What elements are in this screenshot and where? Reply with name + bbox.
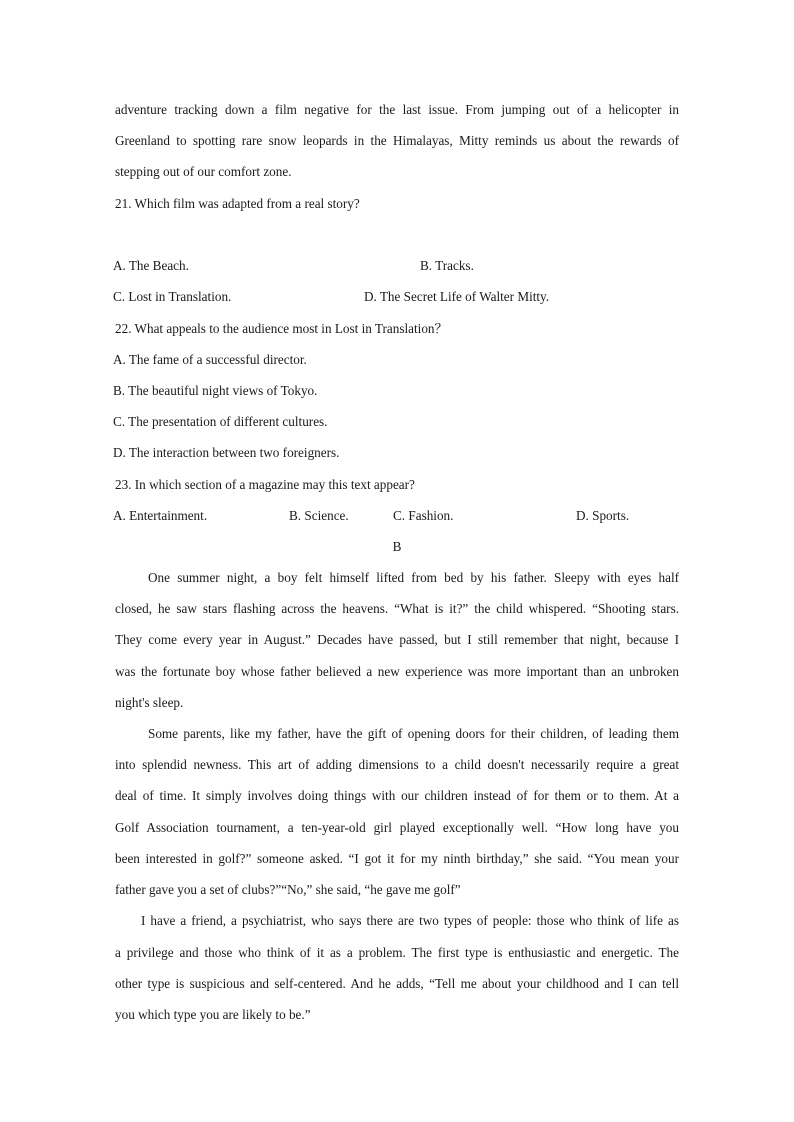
- passage-b-p2-line: into splendid newness. This art of adding dimensions to a child doesn't necessarily require a great: [115, 757, 679, 772]
- passage-b-p2-line: Some parents, like my father, have the gift of opening doors for their children, of leading them: [148, 726, 679, 741]
- passage-b-p2-line: Golf Association tournament, a ten-year-old girl played exceptionally well. “How long have you: [115, 820, 679, 835]
- passage-b-p1-line: closed, he saw stars flashing across the heavens. “What is it?” the child whispered. “Shooting stars.: [115, 601, 679, 616]
- option-21-a[interactable]: A. The Beach.: [113, 258, 189, 273]
- passage-a-line: Greenland to spotting rare snow leopards in the Himalayas, Mitty reminds us about the rewards of: [115, 133, 679, 148]
- option-22-c[interactable]: C. The presentation of different cultures.: [113, 414, 328, 429]
- option-23-b[interactable]: B. Science.: [289, 508, 349, 523]
- option-23-c[interactable]: C. Fashion.: [393, 508, 454, 523]
- passage-b-p3-line: a privilege and those who think of it as a problem. The first type is enthusiastic and energetic. The: [115, 945, 679, 960]
- passage-a-line: adventure tracking down a film negative for the last issue. From jumping out of a helicopter in: [115, 102, 679, 117]
- passage-b-p1-line: night's sleep.: [115, 695, 184, 710]
- passage-a-line: stepping out of our comfort zone.: [115, 164, 292, 179]
- passage-b-p3-line: other type is suspicious and self-centered. And he adds, “Tell me about your childhood and I can tell: [115, 976, 679, 991]
- option-22-d[interactable]: D. The interaction between two foreigners.: [113, 445, 340, 460]
- question-stem-23: 23. In which section of a magazine may this text appear?: [115, 477, 415, 492]
- passage-b-p1-line: One summer night, a boy felt himself lifted from bed by his father. Sleepy with eyes half: [148, 570, 679, 585]
- option-23-a[interactable]: A. Entertainment.: [113, 508, 208, 523]
- question-stem-22: 22. What appeals to the audience most in Lost in Translation？: [115, 321, 448, 336]
- passage-b-p1-line: They come every year in August.” Decades have passed, but I still remember that night, because I: [115, 632, 679, 647]
- section-heading: B: [392, 539, 402, 554]
- question-stem-21: 21. Which film was adapted from a real story?: [115, 196, 360, 211]
- passage-b-p2-line: deal of time. It simply involves doing things with our children instead of for them or to them. At a: [115, 788, 679, 803]
- passage-b-p3-line: you which type you are likely to be.”: [115, 1007, 311, 1022]
- option-21-b[interactable]: B. Tracks.: [420, 258, 474, 273]
- passage-b-p2-line: father gave you a set of clubs?”“No,” she said, “he gave me golf”: [115, 882, 461, 897]
- option-22-a[interactable]: A. The fame of a successful director.: [113, 352, 307, 367]
- option-21-d[interactable]: D. The Secret Life of Walter Mitty.: [364, 289, 550, 304]
- passage-b-p1-line: was the fortunate boy whose father believed a new experience was more important than an unbroken: [115, 664, 679, 679]
- passage-b-p3-line: I have a friend, a psychiatrist, who says there are two types of people: those who think of life as: [141, 913, 679, 928]
- option-23-d[interactable]: D. Sports.: [576, 508, 630, 523]
- option-21-c[interactable]: C. Lost in Translation.: [113, 289, 232, 304]
- passage-b-p2-line: been interested in golf?” someone asked. “I got it for my ninth birthday,” she said. “You mean your: [115, 851, 679, 866]
- option-22-b[interactable]: B. The beautiful night views of Tokyo.: [113, 383, 318, 398]
